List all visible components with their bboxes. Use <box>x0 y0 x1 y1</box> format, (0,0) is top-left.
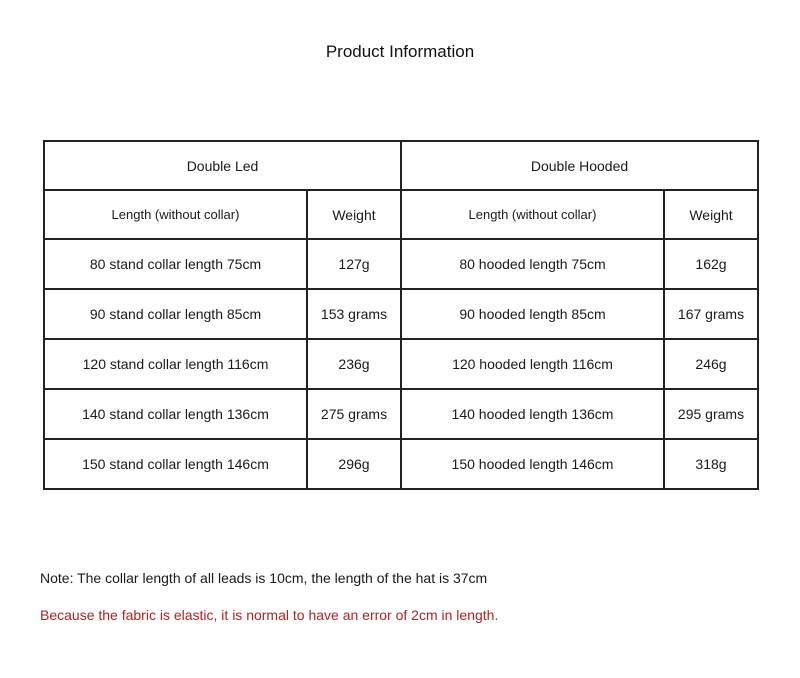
led-length-cell: 90 stand collar length 85cm <box>44 289 307 339</box>
table-row <box>44 339 758 389</box>
led-weight-cell: 127g <box>307 239 401 289</box>
led-length-cell: 150 stand collar length 146cm <box>44 439 307 489</box>
group-header-double-led: Double Led <box>44 141 401 190</box>
table-row <box>44 289 758 339</box>
led-weight-cell: 275 grams <box>307 389 401 439</box>
page-title: Product Information <box>325 42 475 61</box>
group-header-row <box>44 141 758 190</box>
hooded-length-cell: 150 hooded length 146cm <box>401 439 664 489</box>
hooded-weight-cell: 162g <box>664 239 758 289</box>
elastic-fabric-warning: Because the fabric is elastic, it is normal to have an error of 2cm in length. <box>40 607 499 623</box>
hooded-length-cell: 80 hooded length 75cm <box>401 239 664 289</box>
group-header-double-hooded: Double Hooded <box>401 141 758 190</box>
hooded-weight-cell: 167 grams <box>664 289 758 339</box>
column-header-length-hooded: Length (without collar) <box>401 190 664 239</box>
collar-length-note: Note: The collar length of all leads is 10cm, the length of the hat is 37cm <box>40 570 488 586</box>
led-length-cell: 140 stand collar length 136cm <box>44 389 307 439</box>
hooded-length-cell: 120 hooded length 116cm <box>401 339 664 389</box>
column-header-length-led: Length (without collar) <box>44 190 307 239</box>
table-row <box>44 389 758 439</box>
table-row <box>44 439 758 489</box>
column-header-row <box>44 190 758 239</box>
hooded-length-cell: 140 hooded length 136cm <box>401 389 664 439</box>
column-header-weight-hooded: Weight <box>664 190 758 239</box>
hooded-weight-cell: 318g <box>664 439 758 489</box>
led-length-cell: 120 stand collar length 116cm <box>44 339 307 389</box>
led-weight-cell: 236g <box>307 339 401 389</box>
led-length-cell: 80 stand collar length 75cm <box>44 239 307 289</box>
hooded-length-cell: 90 hooded length 85cm <box>401 289 664 339</box>
table-row <box>44 239 758 289</box>
led-weight-cell: 153 grams <box>307 289 401 339</box>
hooded-weight-cell: 295 grams <box>664 389 758 439</box>
hooded-weight-cell: 246g <box>664 339 758 389</box>
column-header-weight-led: Weight <box>307 190 401 239</box>
product-info-table <box>43 140 759 490</box>
led-weight-cell: 296g <box>307 439 401 489</box>
